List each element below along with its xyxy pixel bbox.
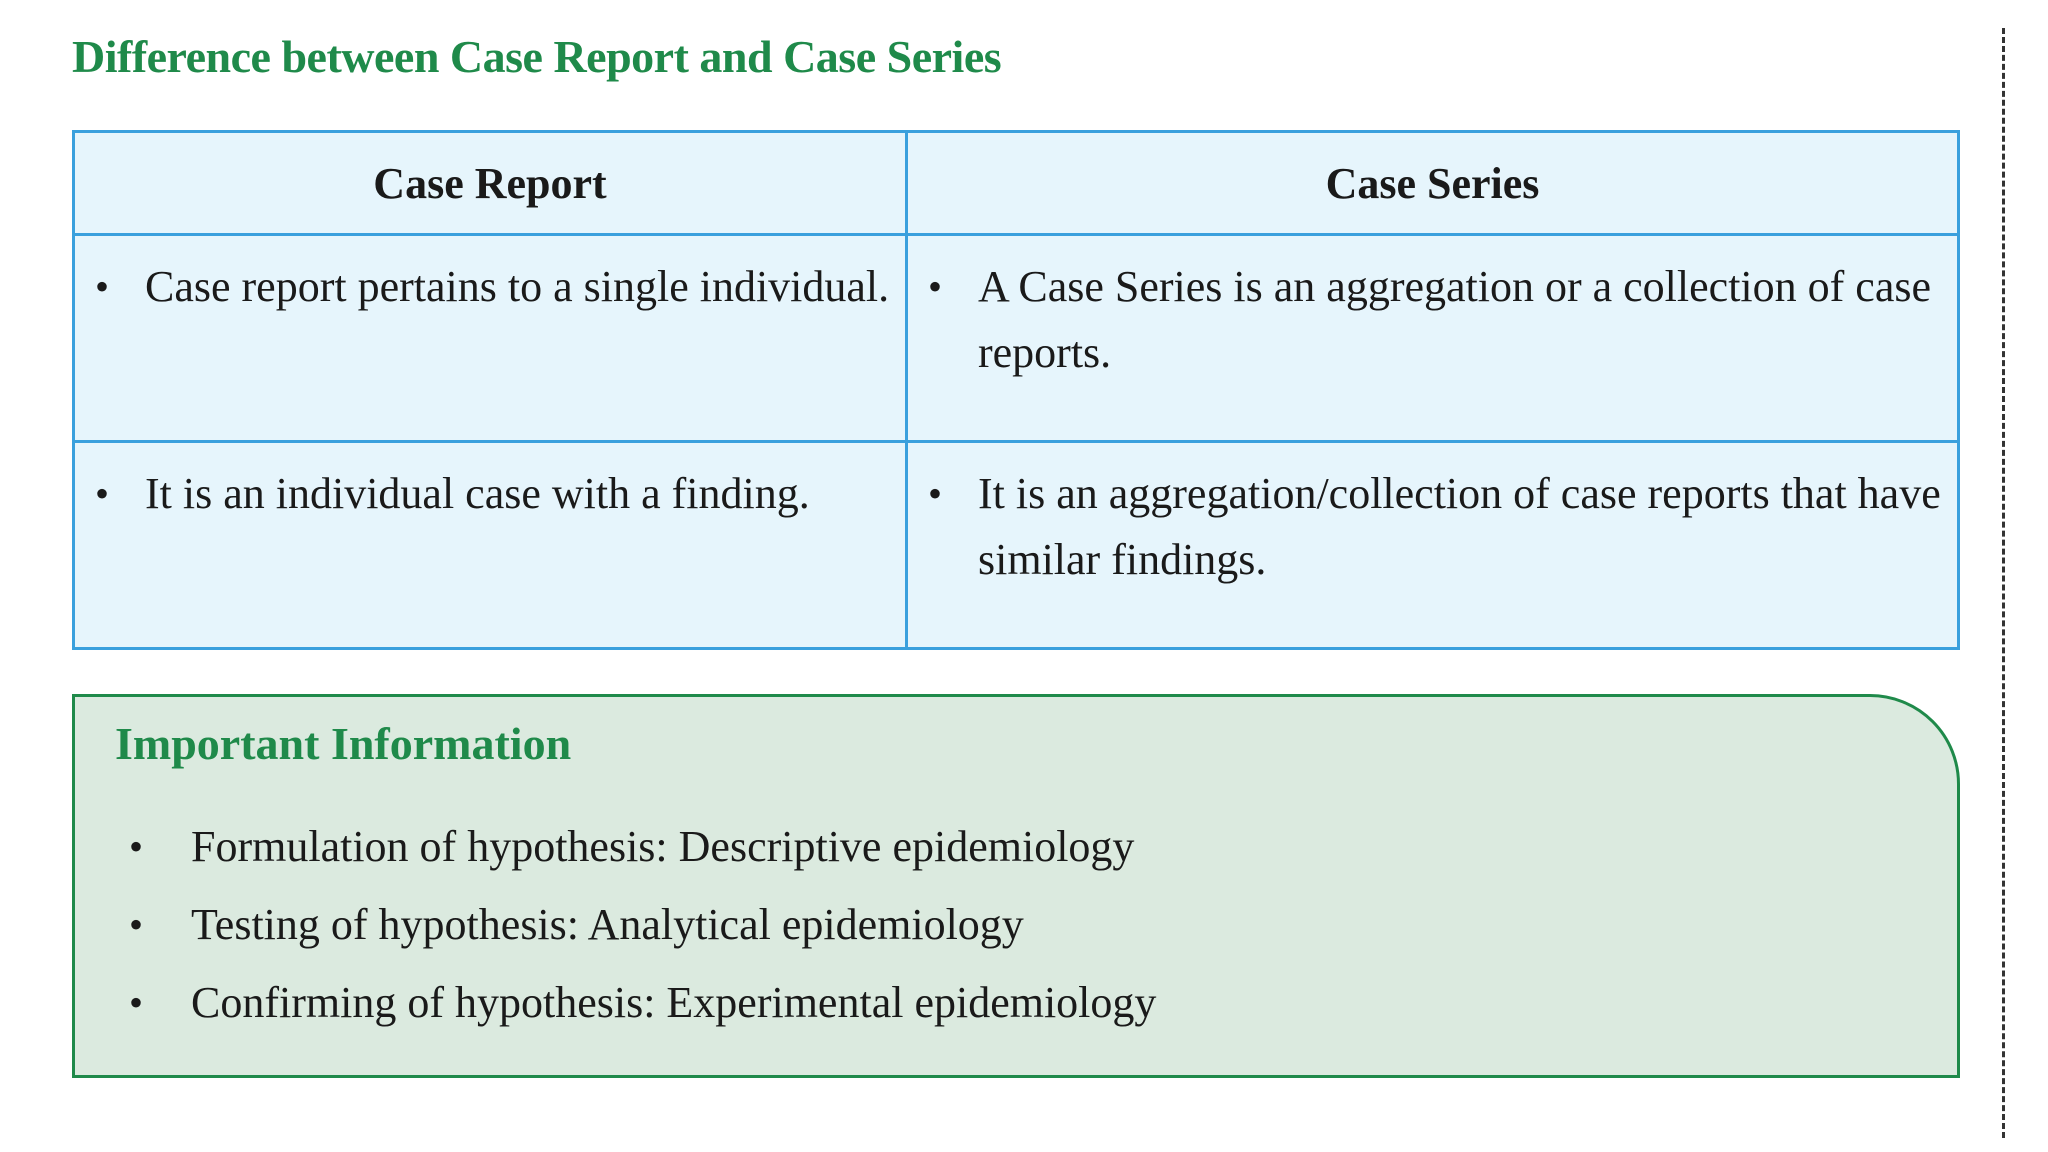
comparison-table — [72, 130, 1960, 650]
cell-text: It is an aggregation/collection of case reports that have similar findings. — [978, 469, 1941, 584]
bullet-item — [85, 254, 893, 320]
section-title: Difference between Case Report and Case Series — [72, 31, 1002, 82]
cell-text: It is an individual case with a finding. — [145, 469, 810, 518]
table-cell — [907, 235, 1959, 442]
page-margin-divider — [2002, 28, 2005, 1138]
table-header-row — [74, 132, 1959, 235]
table-cell — [907, 442, 1959, 649]
list-item-text: Formulation of hypothesis: Descriptive epidemiology — [191, 821, 1135, 871]
important-information-box — [72, 694, 1960, 1078]
info-box-heading: Important Information — [115, 718, 572, 769]
cutoff-next-heading — [72, 1134, 712, 1152]
table-cell — [74, 235, 907, 442]
bullet-icon: • — [928, 264, 943, 309]
list-item — [115, 885, 1156, 963]
table-cell — [74, 442, 907, 649]
list-item-text: Testing of hypothesis: Analytical epidemiology — [191, 899, 1024, 949]
header-case-report: Case Report — [74, 132, 907, 235]
bullet-item — [918, 254, 1945, 386]
cell-text: Case report pertains to a single individual. — [145, 262, 890, 311]
table-row — [74, 442, 1959, 649]
bullet-icon: • — [129, 823, 144, 869]
bullet-item — [918, 461, 1945, 593]
bullet-icon: • — [95, 264, 110, 309]
bullet-icon: • — [129, 979, 144, 1025]
bullet-icon: • — [928, 471, 943, 516]
cell-text: A Case Series is an aggregation or a collection of case reports. — [978, 262, 1932, 377]
bullet-icon: • — [129, 901, 144, 947]
list-item — [115, 963, 1156, 1041]
list-item-text: Confirming of hypothesis: Experimental epidemiology — [191, 977, 1157, 1027]
info-list — [115, 807, 1156, 1041]
table-row — [74, 235, 1959, 442]
bullet-item — [85, 461, 893, 527]
header-case-series: Case Series — [907, 132, 1959, 235]
bullet-icon: • — [95, 471, 110, 516]
list-item — [115, 807, 1156, 885]
